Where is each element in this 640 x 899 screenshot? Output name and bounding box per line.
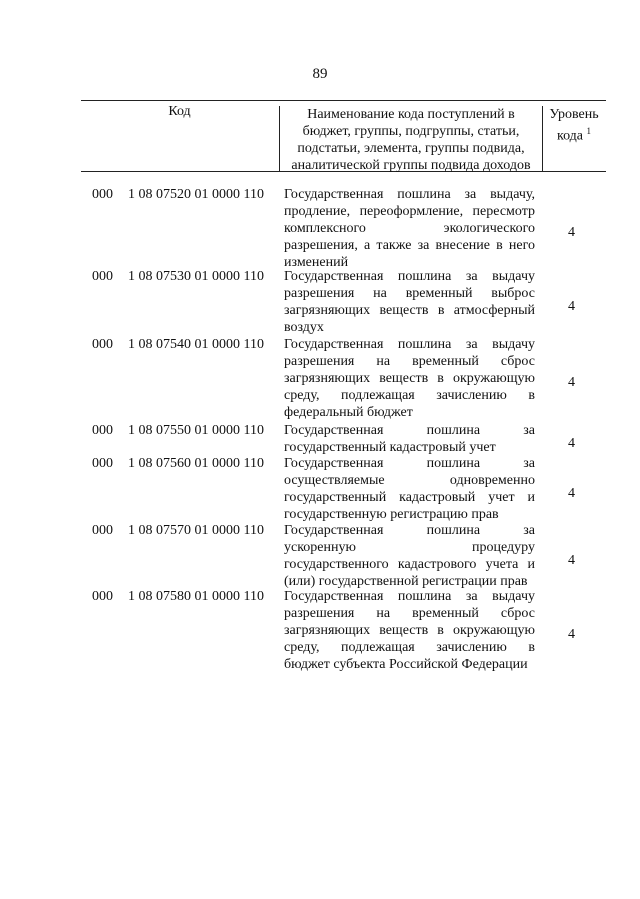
row-description	[284, 588, 535, 673]
row-description	[284, 422, 535, 456]
table-header	[81, 100, 606, 172]
row-level: 4	[568, 436, 575, 451]
row-prefix: 000	[92, 269, 113, 284]
row-description-line: среду, подлежащая зачислению в	[284, 388, 535, 403]
table-row	[0, 422, 640, 456]
row-description	[284, 522, 535, 590]
header-level-line2: кода $^1$	[556, 126, 592, 144]
row-description-line: среду, подлежащая зачислению в	[284, 640, 535, 655]
row-description-line: загрязняющих веществ в окружающую	[284, 371, 535, 386]
header-name-line: подстатьи, элемента, группы подвида,	[297, 141, 525, 156]
row-level: 4	[568, 553, 575, 568]
row-description-line: комплексного экологического	[284, 221, 535, 236]
table-row	[0, 455, 640, 523]
row-description-line: государственный кадастровый учет и	[284, 490, 535, 505]
row-description-line: Государственная пошлина за	[284, 523, 535, 538]
row-level: 4	[568, 486, 575, 501]
row-code: 1 08 07540 01 0000 110	[128, 337, 264, 352]
row-description-line: загрязняющих веществ в окружающую	[284, 623, 535, 638]
row-description-line: Государственная пошлина за выдачу	[284, 269, 535, 284]
row-prefix: 000	[92, 589, 113, 604]
row-code: 1 08 07550 01 0000 110	[128, 423, 264, 438]
row-description-line: разрешения на временный сброс	[284, 354, 535, 369]
row-description-line: продление, переоформление, пересмотр	[284, 204, 535, 219]
row-description-line: осуществляемые одновременно	[284, 473, 535, 488]
row-prefix: 000	[92, 187, 113, 202]
row-code: 1 08 07570 01 0000 110	[128, 523, 264, 538]
header-name	[279, 106, 543, 171]
row-code: 1 08 07520 01 0000 110	[128, 187, 264, 202]
row-description-line: разрешения на временный сброс	[284, 606, 535, 621]
row-description-line: федеральный бюджет	[284, 405, 413, 420]
row-description-line: бюджет субъекта Российской Федерации	[284, 657, 528, 672]
row-prefix: 000	[92, 523, 113, 538]
row-description	[284, 186, 535, 271]
table-row	[0, 588, 640, 673]
table-row	[0, 268, 640, 336]
row-code: 1 08 07530 01 0000 110	[128, 269, 264, 284]
row-description-line: разрешения на временный выброс	[284, 286, 535, 301]
row-description-line: Государственная пошлина за выдачу,	[284, 187, 535, 202]
row-description-line: государственный кадастровый учет	[284, 440, 496, 455]
table-row	[0, 186, 640, 271]
row-description	[284, 268, 535, 336]
row-prefix: 000	[92, 337, 113, 352]
page-number: 89	[312, 66, 328, 82]
row-code: 1 08 07580 01 0000 110	[128, 589, 264, 604]
header-name-line: бюджет, группы, подгруппы, статьи,	[302, 124, 520, 139]
table-row	[0, 336, 640, 421]
row-level: 4	[568, 299, 575, 314]
header-name-line: аналитической группы подвида доходов	[291, 158, 531, 173]
header-name-line: Наименование кода поступлений в	[307, 107, 515, 122]
row-description-line: изменений	[284, 255, 349, 270]
header-code: Код	[168, 104, 191, 119]
row-level: 4	[568, 627, 575, 642]
row-description	[284, 455, 535, 523]
header-level-line1: Уровень	[549, 107, 599, 122]
row-description	[284, 336, 535, 421]
table-row	[0, 522, 640, 590]
row-description-line: государственного кадастрового учета и	[284, 557, 535, 572]
row-level: 4	[568, 375, 575, 390]
row-description-line: (или) государственной регистрации прав	[284, 574, 528, 589]
row-prefix: 000	[92, 423, 113, 438]
row-description-line: Государственная пошлина за выдачу	[284, 589, 535, 604]
row-description-line: загрязняющих веществ в атмосферный	[284, 303, 535, 318]
row-description-line: Государственная пошлина за	[284, 456, 535, 471]
header-level	[542, 106, 606, 176]
row-description-line: ускоренную процедуру	[284, 540, 535, 555]
row-description-line: разрешения, а также за внесение в него	[284, 238, 535, 253]
row-prefix: 000	[92, 456, 113, 471]
row-description-line: Государственная пошлина за выдачу	[284, 337, 535, 352]
row-description-line: Государственная пошлина за	[284, 423, 535, 438]
row-code: 1 08 07560 01 0000 110	[128, 456, 264, 471]
row-level: 4	[568, 225, 575, 240]
row-description-line: воздух	[284, 320, 324, 335]
row-description-line: государственную регистрацию прав	[284, 507, 499, 522]
footnote-mark: 1	[586, 126, 592, 136]
